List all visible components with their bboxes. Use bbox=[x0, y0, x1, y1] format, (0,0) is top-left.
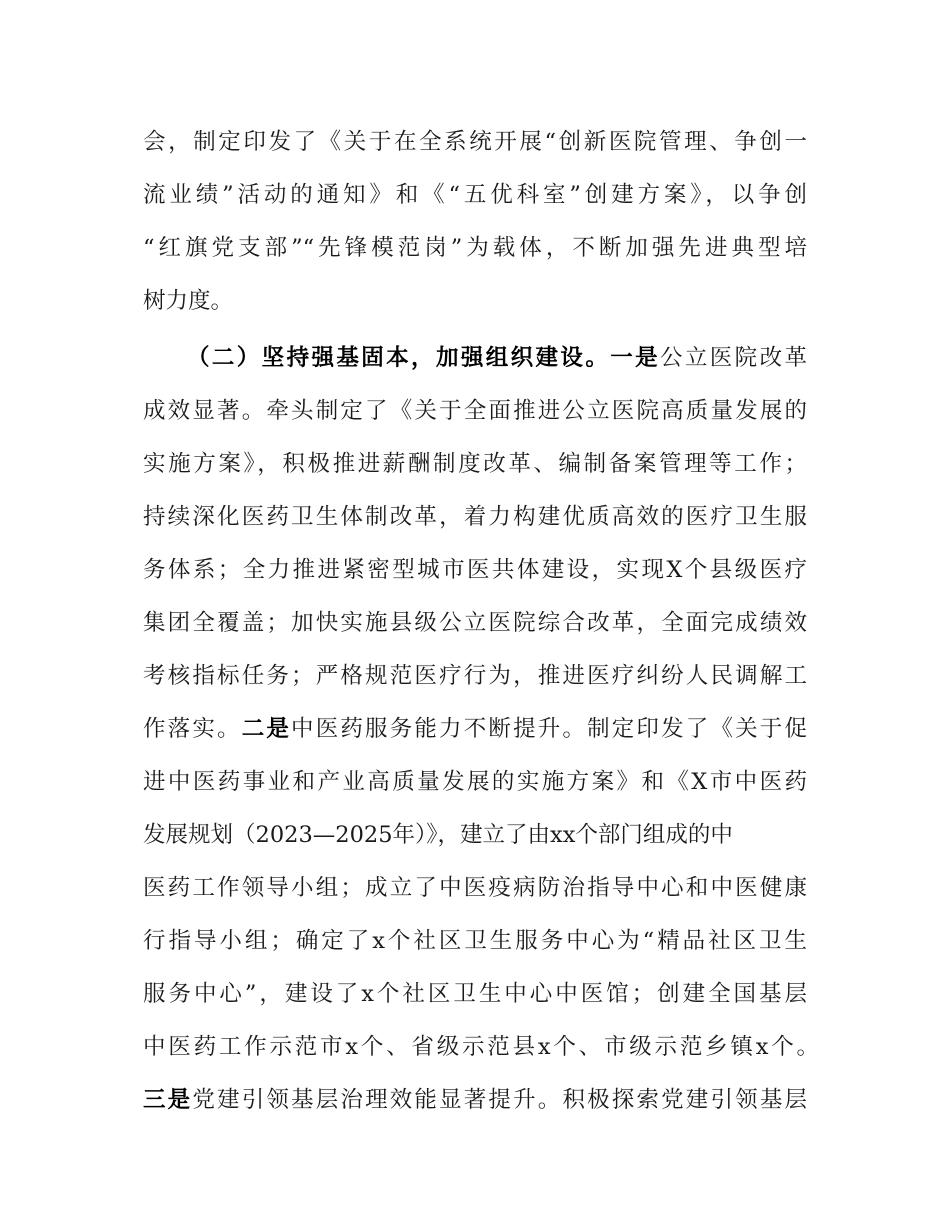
body-line-10 bbox=[143, 603, 807, 643]
body-line-8 bbox=[143, 497, 807, 537]
ordinal-marker: 二是 bbox=[241, 716, 292, 742]
text-run: 成效显著。牵头制定了《关于全面推进公立医院高质量发展的 bbox=[143, 398, 807, 424]
body-line-16 bbox=[143, 921, 807, 961]
text-run: 医药工作领导小组；成立了中医疫病防治指导中心和中医健康 bbox=[143, 875, 807, 901]
body-line-14 bbox=[143, 815, 733, 855]
text-run: 中医药工作示范市x个、省级示范县x个、市级示范乡镇x个。 bbox=[143, 1034, 819, 1060]
text-run: 行指导小组；确定了x个社区卫生服务中心为“精品社区卫生 bbox=[143, 928, 807, 954]
body-line-1 bbox=[143, 122, 807, 162]
text-run: 务体系；全力推进紧密型城市医共体建设，实现X个县级医疗 bbox=[143, 557, 807, 583]
text-run: 树力度。 bbox=[143, 288, 234, 314]
text-run: 考核指标任务；严格规范医疗行为，推进医疗纠纷人民调解工 bbox=[143, 663, 807, 689]
section-heading: （二）坚持强基固本，加强组织建设。一是 bbox=[187, 345, 660, 371]
text-run: 集团全覆盖；加快实施县级公立医院综合改革，全面完成绩效 bbox=[143, 610, 807, 636]
body-line-17 bbox=[143, 974, 807, 1014]
text-run: 实施方案》，积极推进薪酬制度改革、编制备案管理等工作； bbox=[143, 451, 807, 477]
text-run: 会，制定印发了《关于在全系统开展“创新医院管理、争创一 bbox=[143, 129, 807, 155]
body-line-9 bbox=[143, 550, 807, 590]
text-run: “红旗党支部”“先锋模范岗”为载体，不断加强先进典型培 bbox=[143, 235, 807, 261]
section-heading-line bbox=[187, 338, 807, 378]
body-line-13 bbox=[143, 762, 807, 802]
body-line-12 bbox=[143, 709, 807, 749]
body-line-11 bbox=[143, 656, 807, 696]
body-line-3 bbox=[143, 228, 807, 268]
body-line-2 bbox=[143, 175, 807, 215]
text-run: 发展规划（2023—2025年）》，建立了由xx个部门组成的中 bbox=[143, 822, 733, 848]
text-run: 党建引领基层治理效能显著提升。积极探索党建引领基层 bbox=[192, 1087, 807, 1113]
body-line-18 bbox=[143, 1027, 819, 1067]
text-run: 流业绩”活动的通知》和《“五优科室”创建方案》，以争创 bbox=[143, 182, 807, 208]
text-run: 中医药服务能力不断提升。制定印发了《关于促 bbox=[291, 716, 807, 742]
body-line-19 bbox=[143, 1080, 807, 1120]
body-line-15 bbox=[143, 868, 807, 908]
text-run: 公立医院改革 bbox=[660, 345, 807, 371]
text-run: 服务中心”，建设了x个社区卫生中心中医馆；创建全国基层 bbox=[143, 981, 807, 1007]
body-line-7 bbox=[143, 444, 807, 484]
text-run: 持续深化医药卫生体制改革，着力构建优质高效的医疗卫生服 bbox=[143, 504, 807, 530]
text-run: 进中医药事业和产业高质量发展的实施方案》和《X市中医药 bbox=[143, 769, 807, 795]
body-line-4 bbox=[143, 281, 233, 321]
body-line-6 bbox=[143, 391, 807, 431]
ordinal-marker: 三是 bbox=[143, 1087, 193, 1113]
text-run: 作落实。 bbox=[143, 716, 242, 742]
